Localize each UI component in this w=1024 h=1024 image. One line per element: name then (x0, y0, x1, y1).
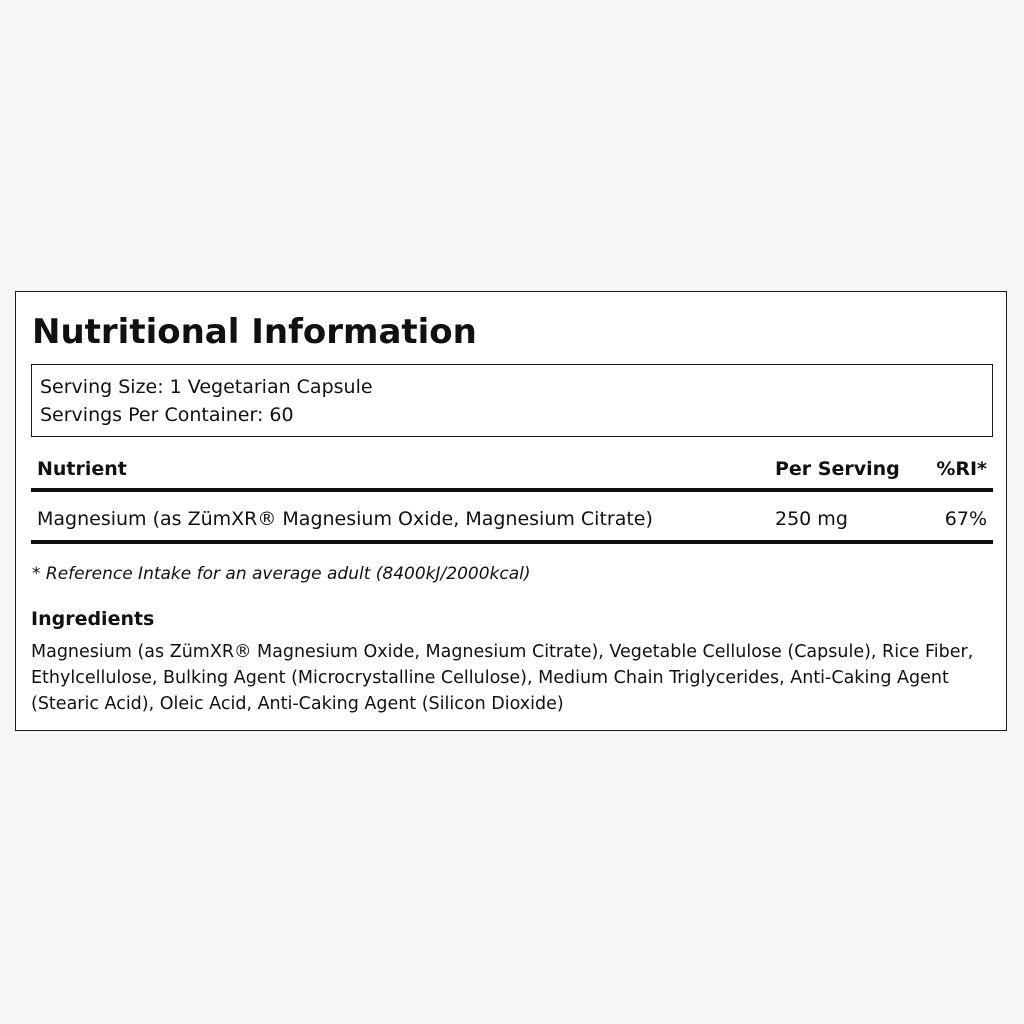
nutrient-name: Magnesium (as ZümXR® Magnesium Oxide, Magnesium Citrate) (37, 508, 653, 530)
header-per-serving: Per Serving (775, 458, 900, 480)
table-row (31, 504, 993, 544)
header-nutrient: Nutrient (37, 458, 127, 480)
nutrient-table-header (31, 454, 993, 492)
servings-per-container: Servings Per Container: 60 (40, 404, 294, 426)
nutrient-ri-percent: 67% (944, 508, 987, 530)
ingredients-heading: Ingredients (31, 608, 155, 630)
panel-title: Nutritional Information (32, 312, 477, 352)
nutrition-panel (15, 291, 1007, 731)
serving-size: Serving Size: 1 Vegetarian Capsule (40, 376, 373, 398)
nutrient-amount: 250 mg (775, 508, 848, 530)
ri-footnote: * Reference Intake for an average adult (8400kJ/2000kcal) (32, 564, 531, 584)
header-ri: %RI* (936, 458, 987, 480)
serving-info-box (31, 364, 993, 437)
ingredients-text: Magnesium (as ZümXR® Magnesium Oxide, Magnesium Citrate), Vegetable Cellulose (Capsule), Rice Fiber, Ethylcellulose, Bulking Agent (Microcrystalline Cellulose), Medium Chain Triglycerides, Anti-Caking Agent (Stearic Acid), Oleic Acid, Anti-Caking Agent (Silicon Dioxide) (31, 642, 974, 714)
